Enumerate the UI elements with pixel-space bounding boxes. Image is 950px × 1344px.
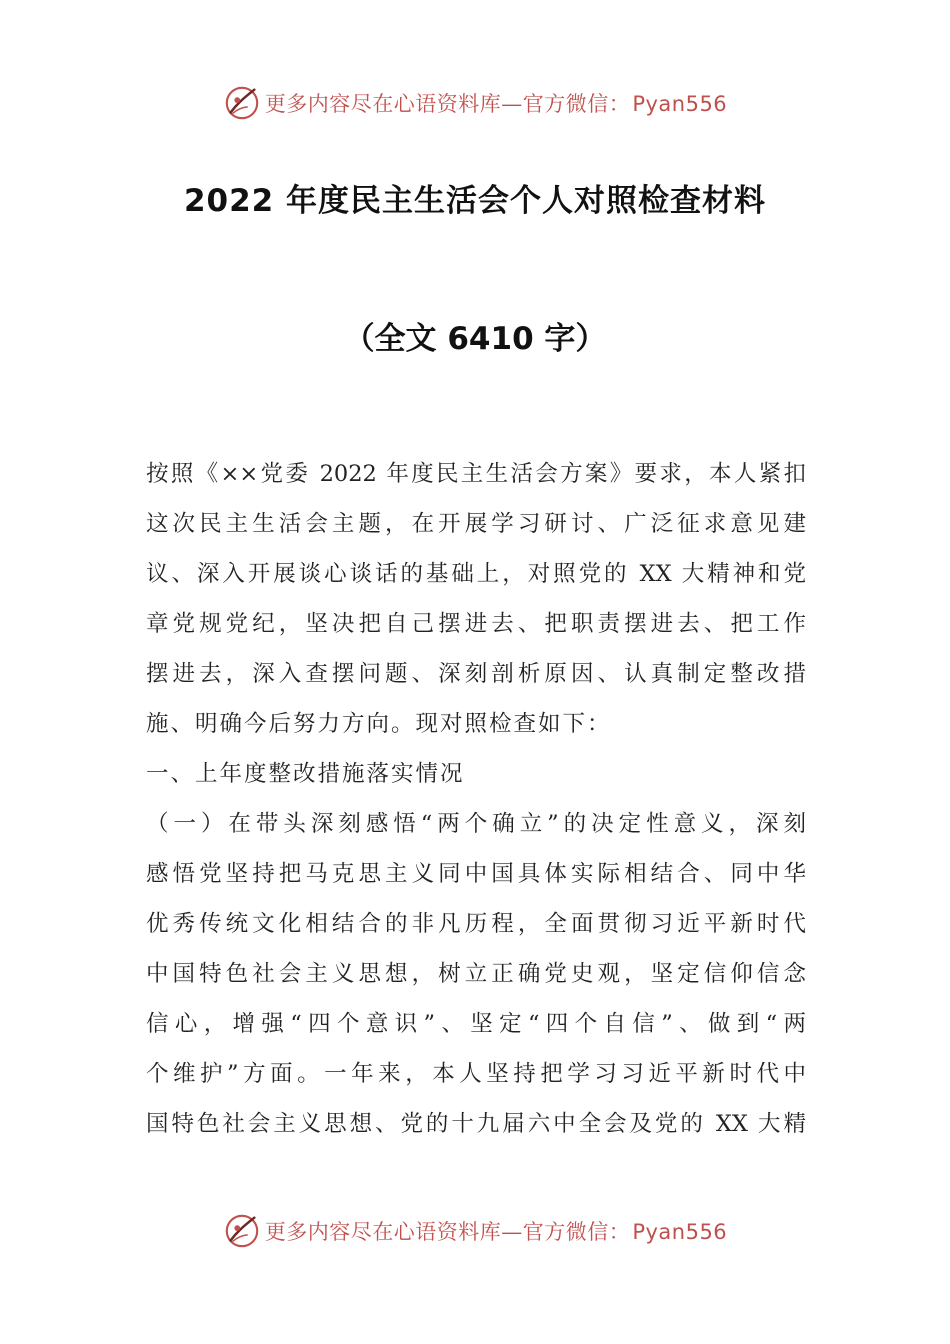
banner-text: 更多内容尽在心语资料库—官方微信：Pyan556: [264, 92, 728, 116]
body-line: 感悟党坚持把马克思主义同中国具体实际相结合、同中华: [146, 861, 806, 887]
body-line: 按照《××党委 2022 年度民主生活会方案》要求，本人紧扣: [146, 461, 806, 487]
banner-wechat-id: Pyan556: [632, 1220, 728, 1244]
body-line: 章党规党纪，坚决把自己摆进去、把职责摆进去、把工作: [146, 611, 806, 637]
body-line: 优秀传统文化相结合的非凡历程，全面贯彻习近平新时代: [146, 911, 806, 937]
body-line: 施、明确今后努力方向。现对照检查如下：: [146, 711, 612, 737]
banner-text: 更多内容尽在心语资料库—官方微信：Pyan556: [264, 1220, 728, 1244]
pen-circle-logo-icon: [223, 84, 261, 122]
document-subtitle: （全文 6410 字）: [343, 321, 607, 357]
header-banner: [0, 83, 950, 123]
document-body: [146, 449, 806, 1149]
footer-banner: [0, 1211, 950, 1251]
body-line: 个维护”方面。一年来，本人坚持把学习习近平新时代中: [146, 1061, 806, 1087]
body-line: （一）在带头深刻感悟“两个确立”的决定性意义，深刻: [146, 811, 806, 837]
body-line: 中国特色社会主义思想，树立正确党史观，坚定信仰信念: [146, 961, 806, 987]
body-line: 摆进去，深入查摆问题、深刻剖析原因、认真制定整改措: [146, 661, 806, 687]
section-heading: 一、上年度整改措施落实情况: [146, 761, 465, 787]
body-line: 议、深入开展谈心谈话的基础上，对照党的 XX 大精神和党: [146, 561, 806, 587]
pen-circle-logo-icon: [223, 1212, 261, 1250]
body-line: 这次民主生活会主题，在开展学习研讨、广泛征求意见建: [146, 511, 806, 537]
body-line: 国特色社会主义思想、党的十九届六中全会及党的 XX 大精: [146, 1111, 806, 1137]
banner-wechat-id: Pyan556: [632, 92, 728, 116]
document-title: 2022 年度民主生活会个人对照检查材料: [183, 183, 767, 219]
body-line: 信心，增强“四个意识”、坚定“四个自信”、做到“两: [146, 1011, 806, 1037]
